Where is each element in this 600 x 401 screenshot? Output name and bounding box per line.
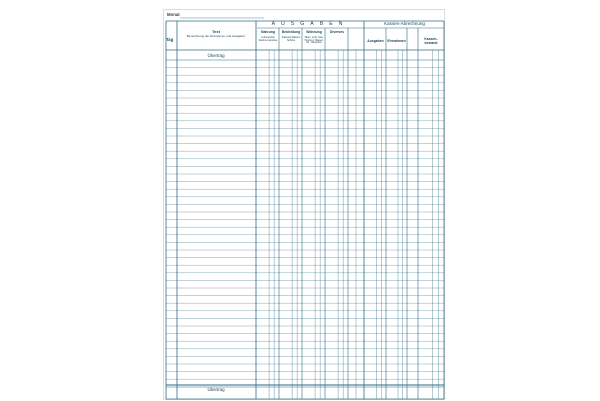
food-column-subheader: Lebensmittel Kantine Getränke bbox=[258, 36, 278, 42]
expenses-column-header: Ausgaben bbox=[367, 39, 384, 43]
month-label: Monat bbox=[167, 12, 180, 17]
expenses-section-title: AUSGABEN bbox=[271, 21, 349, 27]
misc-column-header: Diverses bbox=[329, 30, 345, 34]
ledger-grid bbox=[164, 10, 446, 401]
ledger-sheet bbox=[163, 9, 445, 400]
day-column-header: Tag bbox=[166, 37, 174, 42]
cash-settlement-title: Kassen-Abrechnung bbox=[384, 21, 425, 26]
income-column-header: Einnahmen bbox=[387, 39, 406, 43]
cash-balance-column-header: Kassen-bestand bbox=[424, 37, 438, 45]
carry-forward-top: Übertrag bbox=[207, 53, 225, 58]
text-column-header: Text bbox=[212, 29, 220, 34]
housing-column-subheader: Miete, Licht, Gas, Heizung, Wasser, Tel., Reparatur bbox=[304, 36, 324, 45]
clothing-column-header: Bekleidung bbox=[281, 30, 301, 34]
housing-column-header: Wohnung bbox=[306, 30, 322, 34]
food-column-header: Nahrung bbox=[261, 30, 275, 34]
text-column-subheader: Bezeichnung der Einnahmen und Ausgaben bbox=[186, 34, 246, 38]
clothing-column-subheader: Kleidung Wäsche Schuhe bbox=[281, 36, 301, 42]
carry-forward-bottom: Übertrag bbox=[207, 387, 225, 392]
